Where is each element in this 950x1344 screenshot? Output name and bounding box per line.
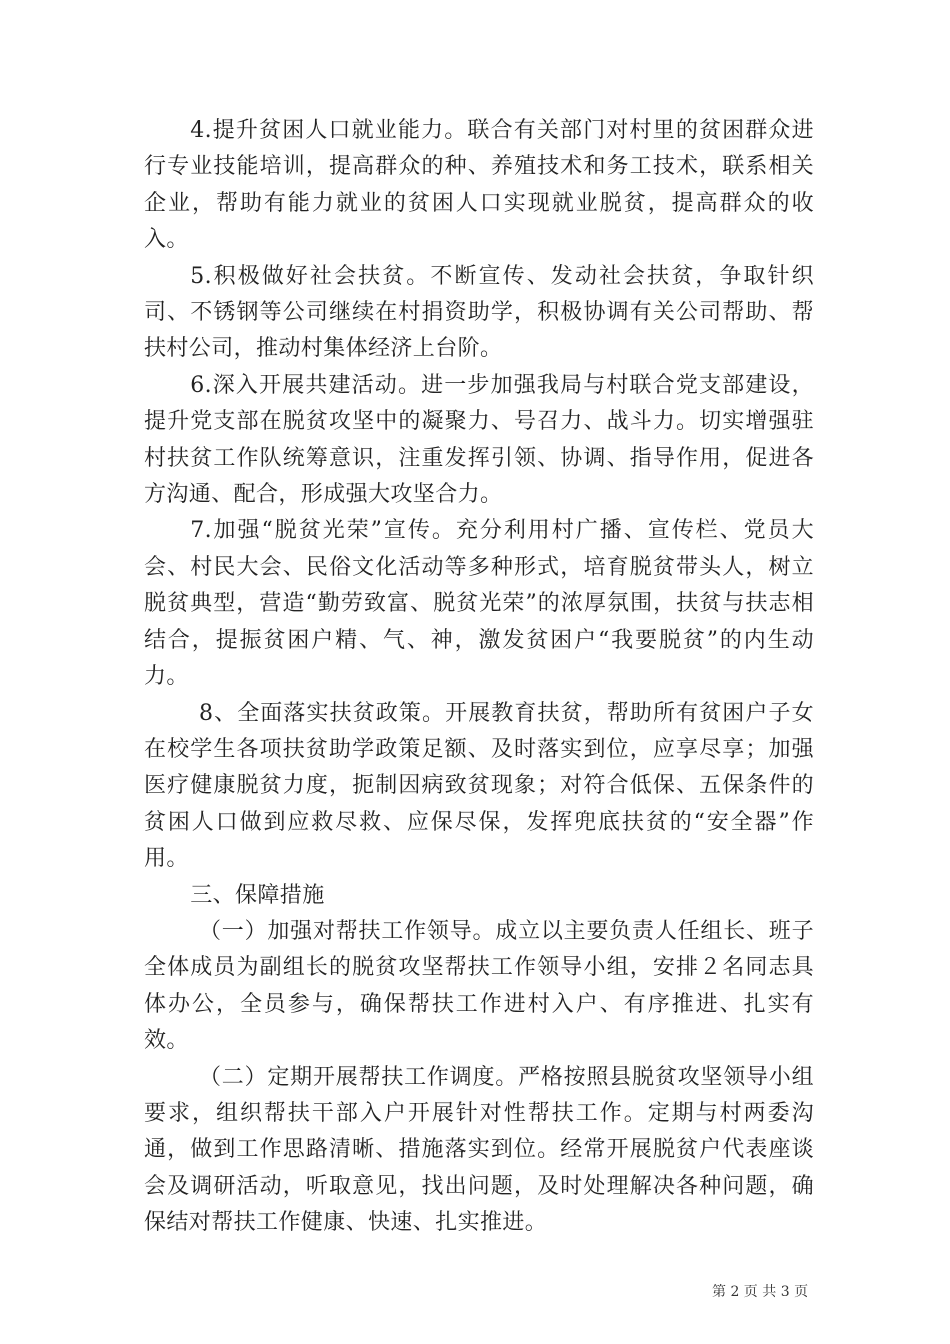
document-body [144, 113, 814, 1242]
section-heading-safeguards: 三、保障措施 [190, 882, 325, 908]
paragraph-item-7: 7.加强“脱贫光荣”宣传。充分利用村广播、宣传栏、党员大会、村民大会、民俗文化活动等多种形式，培育脱贫带头人，树立脱贫典型，营造“勤劳致富、脱贫光荣”的浓厚氛围，扶贫与扶志相结合，提振贫困户精、气、神，激发贫困户“我要脱贫”的内生动力。 [144, 518, 814, 690]
paragraph-item-5: 5.积极做好社会扶贫。不断宣传、发动社会扶贫，争取针织司、不锈钢等公司继续在村捐资助学，积极协调有关公司帮助、帮扶村公司，推动村集体经济上台阶。 [144, 263, 814, 362]
page-number-footer: 第 2 页 共 3 页 [712, 1284, 809, 1300]
paragraph-safeguard-2: （二）定期开展帮扶工作调度。严格按照县脱贫攻坚领导小组要求，组织帮扶干部入户开展针对性帮扶工作。定期与村两委沟通，做到工作思路清晰、措施落实到位。经常开展脱贫户代表座谈会及调研活动，听取意见，找出问题，及时处理解决各种问题，确保结对帮扶工作健康、快速、扎实推进。 [144, 1064, 814, 1236]
paragraph-item-4: 4.提升贫困人口就业能力。联合有关部门对村里的贫困群众进行专业技能培训，提高群众的种、养殖技术和务工技术，联系相关企业，帮助有能力就业的贫困人口实现就业脱贫，提高群众的收入。 [144, 118, 814, 253]
paragraph-item-6: 6.深入开展共建活动。进一步加强我局与村联合党支部建设，提升党支部在脱贫攻坚中的凝聚力、号召力、战斗力。切实增强驻村扶贫工作队统筹意识，注重发挥引领、协调、指导作用，促进各方沟通、配合，形成强大攻坚合力。 [144, 372, 814, 508]
paragraph-item-8: 8、全面落实扶贫政策。开展教育扶贫，帮助所有贫困户子女在校学生各项扶贫助学政策足额、及时落实到位，应享尽享；加强医疗健康脱贫力度，扼制因病致贫现象；对符合低保、五保条件的贫困人口做到应救尽救、应保尽保，发挥兜底扶贫的“安全器”作用。 [144, 700, 814, 872]
paragraph-safeguard-1: （一）加强对帮扶工作领导。成立以主要负责人任组长、班子全体成员为副组长的脱贫攻坚帮扶工作领导小组，安排２名同志具体办公，全员参与，确保帮扶工作进村入户、有序推进、扎实有效。 [144, 918, 814, 1054]
